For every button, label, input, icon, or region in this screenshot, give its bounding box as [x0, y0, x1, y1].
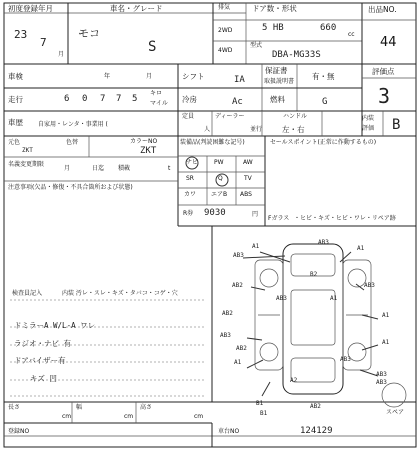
recycle-unit: 円 — [252, 211, 259, 218]
first-reg-month-unit: 月 — [58, 51, 65, 58]
name-change-label: 名義変更期限 — [8, 161, 45, 168]
notes-label: 注意事項(欠品・修復・不具合箇所および状態) — [8, 184, 133, 191]
interior-label: 内装 — [362, 115, 375, 122]
handwritten-note-1: ドミラーA W/L-A ワレ — [14, 321, 96, 330]
diagram-mark: A1 — [234, 359, 242, 366]
score-value: 3 — [378, 84, 391, 108]
first-reg-label: 初度登録年月 — [8, 4, 53, 13]
inspector-label: 検査員記入 — [12, 290, 43, 297]
lot-number: 44 — [380, 35, 397, 50]
width-unit: cm — [124, 413, 134, 420]
handle-value: 左・右 — [282, 125, 305, 134]
interior-terms: 内装 汚レ・スレ・キズ・タバコ・コゲ・穴 — [62, 290, 178, 297]
shift-value: IA — [234, 75, 245, 85]
load-label: 積載 — [118, 165, 131, 172]
diagram-mark: AB3 — [318, 239, 329, 246]
drive-4wd: 4WD — [218, 47, 233, 54]
equipment-item-aw: AW — [243, 159, 253, 166]
drive-2wd: 2WD — [218, 27, 233, 34]
model-code: DBA-MG33S — [272, 50, 321, 60]
inspection-year-unit: 年 — [104, 73, 111, 80]
load-unit: t — [168, 165, 171, 172]
diagram-mark: AB3 — [364, 282, 375, 289]
car-name: モコ — [78, 27, 100, 40]
diagram-mark: A1 — [382, 312, 390, 319]
current-color-label: 色替 — [66, 139, 79, 146]
door-type-label: ドア数・形状 — [252, 4, 297, 13]
ac-value: Ac — [232, 97, 243, 107]
interior-sub: 評価 — [362, 125, 375, 132]
inspection-month-unit: 月 — [146, 73, 153, 80]
displacement-unit: cc — [348, 31, 355, 38]
car-name-label: 車名・グレード — [110, 4, 163, 13]
diagram-mark: AB3 — [233, 252, 244, 259]
grade: S — [148, 39, 157, 55]
mile-unit: マイル — [150, 100, 168, 107]
diagram-mark: A1 — [252, 243, 260, 250]
handwritten-note-2: ラジオ・ナビ 有 — [14, 339, 72, 348]
diagram-mark: A1 — [382, 339, 390, 346]
reg-no-label: 登録NO — [8, 428, 30, 435]
score-label: 評価点 — [372, 67, 395, 76]
mileage-digit-2: 0 — [82, 94, 88, 104]
handle-label: ハンドル — [283, 113, 308, 120]
capacity-label: 定員 — [182, 113, 195, 120]
diagram-mark: AB3 — [376, 379, 387, 386]
mileage-digit-4: 7 — [116, 94, 122, 104]
equipment-item-leather: カワ — [184, 191, 197, 198]
inspection-label: 車検 — [8, 72, 23, 81]
color-no-label: カラーNO — [130, 138, 158, 145]
ac-label: 冷房 — [182, 95, 197, 104]
model-label: 型式 — [250, 42, 263, 49]
equipment-item-sr: SR — [186, 175, 194, 182]
frame-no-label: 車台NO — [218, 428, 240, 435]
dealer-sub: 並行 — [250, 126, 263, 133]
recycle-label: R券 — [183, 210, 194, 217]
history-options: 自家用・レンタ・事業用 ( — [38, 121, 108, 128]
length-unit: cm — [62, 413, 72, 420]
diagram-mark: AB2 — [310, 403, 321, 410]
displacement: 660 — [320, 23, 337, 33]
door-type: 5 HB — [262, 23, 284, 33]
equipment-item-airbag: エアB — [211, 191, 228, 198]
shift-label: シフト — [182, 72, 205, 81]
diagram-mark: AB3 — [340, 356, 351, 363]
mileage-digit-5: 5 — [132, 94, 138, 104]
height-label: 高さ — [140, 404, 153, 411]
capacity-unit: 人 — [204, 126, 211, 133]
warranty-label: 保証書 — [265, 66, 288, 75]
equipment-label: 装備品(判読困難な記号) — [180, 139, 245, 146]
mileage-digit-1: 6 — [64, 94, 70, 104]
name-change-day-unit: 日迄 — [92, 165, 105, 172]
recycle-value: 9030 — [204, 208, 226, 218]
equipment-item-abs: ABS — [240, 191, 252, 198]
fuel-value: G — [322, 97, 328, 107]
diagram-mark: AB2 — [236, 345, 247, 352]
diagram-mark: AB3 — [276, 295, 287, 302]
diagram-mark: AB2 — [222, 310, 233, 317]
height-unit: cm — [194, 413, 204, 420]
diagram-mark: AB2 — [232, 282, 243, 289]
glass-items: ・ヒビ・キズ・ヒビ・ワレ・リペア跡 — [294, 215, 396, 222]
mileage-label: 走行 — [8, 95, 23, 104]
interior-value: B — [392, 117, 401, 133]
dealer-label: ディーラー — [215, 113, 245, 120]
spare-tire-label: スペア — [386, 409, 405, 416]
equipment-item-nav: ナビ — [186, 159, 199, 166]
handwritten-note-3: ドアバイザー有 — [14, 356, 66, 365]
warranty-value: 有・無 — [312, 72, 335, 81]
diagram-mark: AB3 — [376, 371, 387, 378]
km-unit: キロ — [150, 90, 163, 97]
diagram-mark: A1 — [357, 245, 365, 252]
original-color-label: 元色 — [8, 139, 21, 146]
lot-label: 出品NO. — [368, 5, 397, 14]
diagram-mark: B1 — [256, 400, 264, 407]
equipment-item-tv: TV — [244, 175, 252, 182]
original-color-value: ZKT — [22, 147, 33, 154]
frame-no-value: 124129 — [300, 426, 333, 436]
diagram-mark: A1 — [330, 295, 338, 302]
equipment-item-q: Q — [218, 175, 223, 182]
history-label: 車歴 — [8, 118, 23, 127]
glass-label: Fガラス — [268, 215, 290, 222]
warranty-sub: 取扱説明書 — [264, 78, 295, 85]
drive-label-blank: 排気 — [218, 4, 231, 11]
length-label: 長さ — [8, 404, 21, 411]
color-no-value: ZKT — [140, 146, 157, 156]
equipment-item-pw: PW — [214, 159, 224, 166]
sales-point-label: セールスポイント(正常に作動するもの) — [270, 139, 377, 146]
diagram-mark: A2 — [290, 377, 298, 384]
diagram-mark: B1 — [260, 410, 268, 417]
first-reg-year: 23 — [14, 28, 28, 41]
first-reg-month: 7 — [40, 36, 47, 49]
width-label: 幅 — [76, 404, 83, 411]
name-change-month-unit: 月 — [64, 165, 71, 172]
diagram-mark: B2 — [310, 271, 318, 278]
diagram-mark: AB3 — [220, 332, 231, 339]
mileage-digit-3: 7 — [100, 94, 106, 104]
fuel-label: 燃料 — [270, 95, 285, 104]
handwritten-note-4: キズ 凹 — [30, 374, 57, 383]
